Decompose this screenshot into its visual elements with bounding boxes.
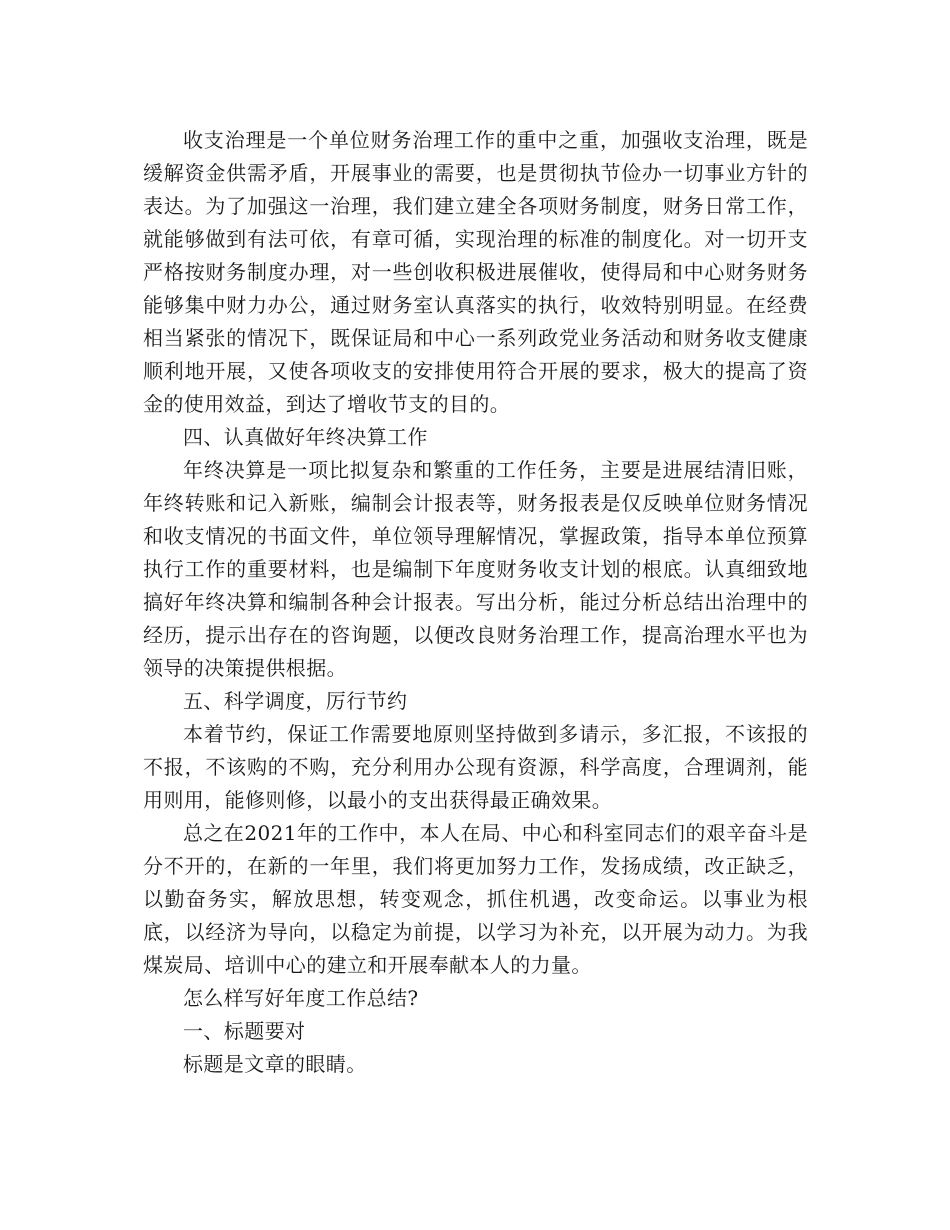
heading-scientific-dispatch: 五、科学调度，厉行节约	[183, 689, 408, 713]
document-body	[143, 124, 808, 1081]
paragraph-conclusion: 总之在2021年的工作中，本人在局、中心和科室同志们的艰辛奋斗是分不开的，在新的一年里，我们将更加努力工作，发扬成绩，改正缺乏，以勤奋务实，解放思想，转变观念，抓住机遇，改变命运。以事业为根底，以经济为导向，以稳定为前提，以学习为补充，以开展为动力。为我煤炭局、培训中心的建立和开展奉献本人的力量。	[143, 821, 808, 977]
heading-title-right: 一、标题要对	[183, 1019, 306, 1043]
heading-how-to-write: 怎么样写好年度工作总结?	[183, 986, 419, 1010]
paragraph-frugality: 本着节约，保证工作需要地原则坚持做到多请示，多汇报，不该报的不报，不该购的不购，充分利用办公现有资源，科学高度，合理调剂，能用则用，能修则修，以最小的支出获得最正确效果。	[143, 722, 808, 812]
heading-year-end-accounts: 四、认真做好年终决算工作	[183, 425, 428, 449]
paragraph-title-eyes: 标题是文章的眼睛。	[183, 1052, 367, 1076]
paragraph-year-end-accounts: 年终决算是一项比拟复杂和繁重的工作任务，主要是进展结清旧账，年终转账和记入新账，编制会计报表等，财务报表是仅反映单位财务情况和收支情况的书面文件，单位领导理解情况，掌握政策，指导本单位预算执行工作的重要材料，也是编制下年度财务收支计划的根底。认真细致地搞好年终决算和编制各种会计报表。写出分析，能过分析总结出治理中的经历，提示出存在的咨询题，以便改良财务治理工作，提高治理水平也为领导的决策提供根据。	[143, 458, 808, 680]
paragraph-income-expense: 收支治理是一个单位财务治理工作的重中之重，加强收支治理，既是缓解资金供需矛盾，开展事业的需要，也是贯彻执节俭办一切事业方针的表达。为了加强这一治理，我们建立建全各项财务制度，财务日常工作，就能够做到有法可依，有章可循，实现治理的标准的制度化。对一切开支严格按财务制度办理，对一些创收积极进展催收，使得局和中心财务财务能够集中财力办公，通过财务室认真落实的执行，收效特别明显。在经费相当紧张的情况下，既保证局和中心一系列政党业务活动和财务收支健康顺利地开展，又使各项收支的安排使用符合开展的要求，极大的提高了资金的使用效益，到达了增收节支的目的。	[143, 128, 808, 416]
